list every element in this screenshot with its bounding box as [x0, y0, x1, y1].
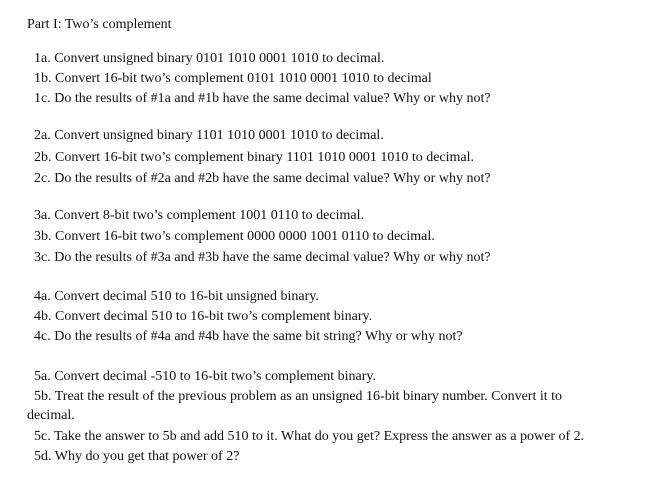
question-4c: 4c. Do the results of #4a and #4b have the same bit string? Why or why not?	[34, 329, 463, 344]
question-3a: 3a. Convert 8-bit two’s complement 1001 0110 to decimal.	[34, 208, 364, 223]
question-1a: 1a. Convert unsigned binary 0101 1010 0001 1010 to decimal.	[34, 51, 385, 66]
question-5b-continuation: decimal.	[27, 408, 75, 423]
question-2c: 2c. Do the results of #2a and #2b have the same decimal value? Why or why not?	[34, 171, 491, 186]
question-4a: 4a. Convert decimal 510 to 16-bit unsigned binary.	[34, 289, 319, 304]
question-1c: 1c. Do the results of #1a and #1b have the same decimal value? Why or why not?	[34, 91, 491, 106]
question-2b: 2b. Convert 16-bit two’s complement binary 1101 1010 0001 1010 to decimal.	[34, 150, 475, 165]
question-2a: 2a. Convert unsigned binary 1101 1010 0001 1010 to decimal.	[34, 128, 384, 143]
question-3c: 3c. Do the results of #3a and #3b have the same decimal value? Why or why not?	[34, 250, 491, 265]
question-5a: 5a. Convert decimal -510 to 16-bit two’s complement binary.	[34, 369, 377, 384]
section-title: Part I: Two’s complement	[27, 17, 172, 32]
question-1b: 1b. Convert 16-bit two’s complement 0101 1010 0001 1010 to decimal	[34, 71, 432, 86]
question-5c: 5c. Take the answer to 5b and add 510 to it. What do you get? Express the answer as a power of 2.	[34, 429, 585, 444]
question-3b: 3b. Convert 16-bit two’s complement 0000 0000 1001 0110 to decimal.	[34, 229, 435, 244]
question-5b: 5b. Treat the result of the previous problem as an unsigned 16-bit binary number. Convert it to	[34, 389, 563, 404]
question-5d: 5d. Why do you get that power of 2?	[34, 449, 240, 464]
question-4b: 4b. Convert decimal 510 to 16-bit two’s complement binary.	[34, 309, 373, 324]
